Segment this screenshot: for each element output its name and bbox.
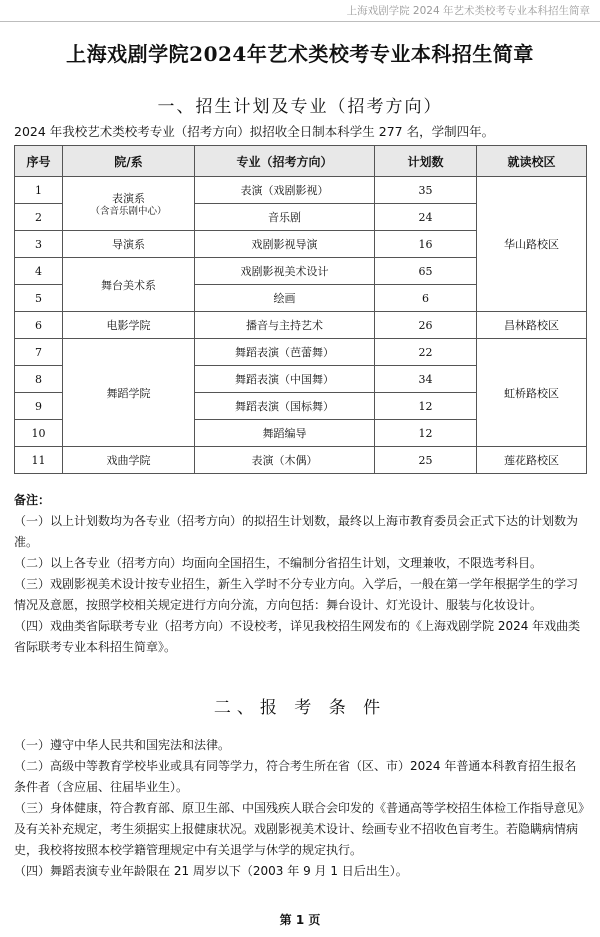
major-cell: 播音与主持艺术 [195,312,375,339]
plan-cell: 24 [375,204,477,231]
note-item: （四）戏曲类省际联考专业（招考方向）不设校考，详见我校招生网发布的《上海戏剧学院 2024 年戏曲类省际联考专业本科招生简章》。 [14,619,581,654]
note-item: （三）戏剧影视美术设计按专业招生，新生入学时不分专业方向。入学后，一般在第一学年根据学生的学习情况及意愿，按照学校相关规定进行方向分流，方向包括：舞台设计、灯光设计、服装与化妆设计。 [14,577,579,612]
plan-cell: 25 [375,447,477,474]
document-title: 上海戏剧学院2024年艺术类校考专业本科招生简章 [66,42,534,66]
major-cell: 表演（戏剧影视） [195,177,375,204]
condition-item: （一）遵守中华人民共和国宪法和法律。 [14,738,231,752]
condition-item: （四）舞蹈表演专业年龄限在 21 周岁以下（2003 年 9 月 1 日后出生）。 [14,864,408,878]
dept-cell: 舞台美术系 [63,258,195,312]
dept-cell: 舞蹈学院 [63,339,195,447]
page-number: 第 1 页 [279,913,321,927]
plan-cell: 12 [375,393,477,420]
campus-cell: 昌林路校区 [477,312,587,339]
major-cell: 绘画 [195,285,375,312]
plan-cell: 16 [375,231,477,258]
row-no: 4 [15,258,63,285]
table-row [15,339,587,366]
plan-cell: 12 [375,420,477,447]
major-cell: 舞蹈表演（中国舞） [195,366,375,393]
condition-item: （二）高级中等教育学校毕业或具有同等学力，符合考生所在省（区、市）2024 年普通本科教育招生报名条件者（含应届、往届毕业生）。 [14,759,577,794]
header-major: 专业（招考方向） [195,146,375,177]
section-1-intro: 2024 年我校艺术类校考专业（招考方向）拟招收全日制本科学生 277 名，学制四年。 [14,124,495,139]
plan-cell: 6 [375,285,477,312]
running-header: 上海戏剧学院 2024 年艺术类校考专业本科招生简章 [0,0,600,22]
header-no: 序号 [15,146,63,177]
row-no: 11 [15,447,63,474]
major-cell: 舞蹈编导 [195,420,375,447]
major-cell: 音乐剧 [195,204,375,231]
plan-cell: 35 [375,177,477,204]
dept-cell: 导演系 [63,231,195,258]
note-item: （二）以上各专业（招考方向）均面向全国招生，不编制分省招生计划，文理兼收，不限选考科目。 [14,556,543,570]
dept-name: 表演系 [112,192,145,205]
major-cell: 戏剧影视导演 [195,231,375,258]
campus-cell: 华山路校区 [477,177,587,312]
table-header-row [15,146,587,177]
header-plan: 计划数 [375,146,477,177]
conditions-section [14,735,586,882]
row-no: 5 [15,285,63,312]
major-cell: 表演（木偶） [195,447,375,474]
row-no: 1 [15,177,63,204]
major-cell: 舞蹈表演（芭蕾舞） [195,339,375,366]
row-no: 3 [15,231,63,258]
plan-cell: 34 [375,366,477,393]
dept-note: （含音乐剧中心） [90,206,167,217]
campus-cell: 虹桥路校区 [477,339,587,447]
major-cell: 舞蹈表演（国标舞） [195,393,375,420]
row-no: 9 [15,393,63,420]
section-1-heading: 一、招生计划及专业（招考方向） [157,97,443,117]
note-item: （一）以上计划数均为各专业（招考方向）的拟招生计划数，最终以上海市教育委员会正式下达的计划数为准。 [14,514,579,549]
campus-cell: 莲花路校区 [477,447,587,474]
header-dept: 院/系 [63,146,195,177]
notes-section [14,490,586,658]
row-no: 2 [15,204,63,231]
enrollment-plan-table [14,145,587,474]
major-cell: 戏剧影视美术设计 [195,258,375,285]
table-row [15,177,587,204]
row-no: 6 [15,312,63,339]
row-no: 7 [15,339,63,366]
dept-cell: 电影学院 [63,312,195,339]
table-row [15,447,587,474]
row-no: 10 [15,420,63,447]
plan-cell: 65 [375,258,477,285]
notes-heading: 备注： [14,493,51,507]
dept-cell: 戏曲学院 [63,447,195,474]
plan-cell: 22 [375,339,477,366]
condition-item: （三）身体健康，符合教育部、原卫生部、中国残疾人联合会印发的《普通高等学校招生体检工作指导意见》及有关补充规定，考生须据实上报健康状况。戏剧影视美术设计、绘画专业不招收色盲考生。若隐瞒病情病史，我校将按照本校学籍管理规定中有关退学与休学的规定执行。 [14,801,585,857]
section-2-heading: 二、报 考 条 件 [213,698,387,718]
plan-cell: 26 [375,312,477,339]
row-no: 8 [15,366,63,393]
dept-cell [63,177,195,231]
table-row [15,312,587,339]
header-campus: 就读校区 [477,146,587,177]
